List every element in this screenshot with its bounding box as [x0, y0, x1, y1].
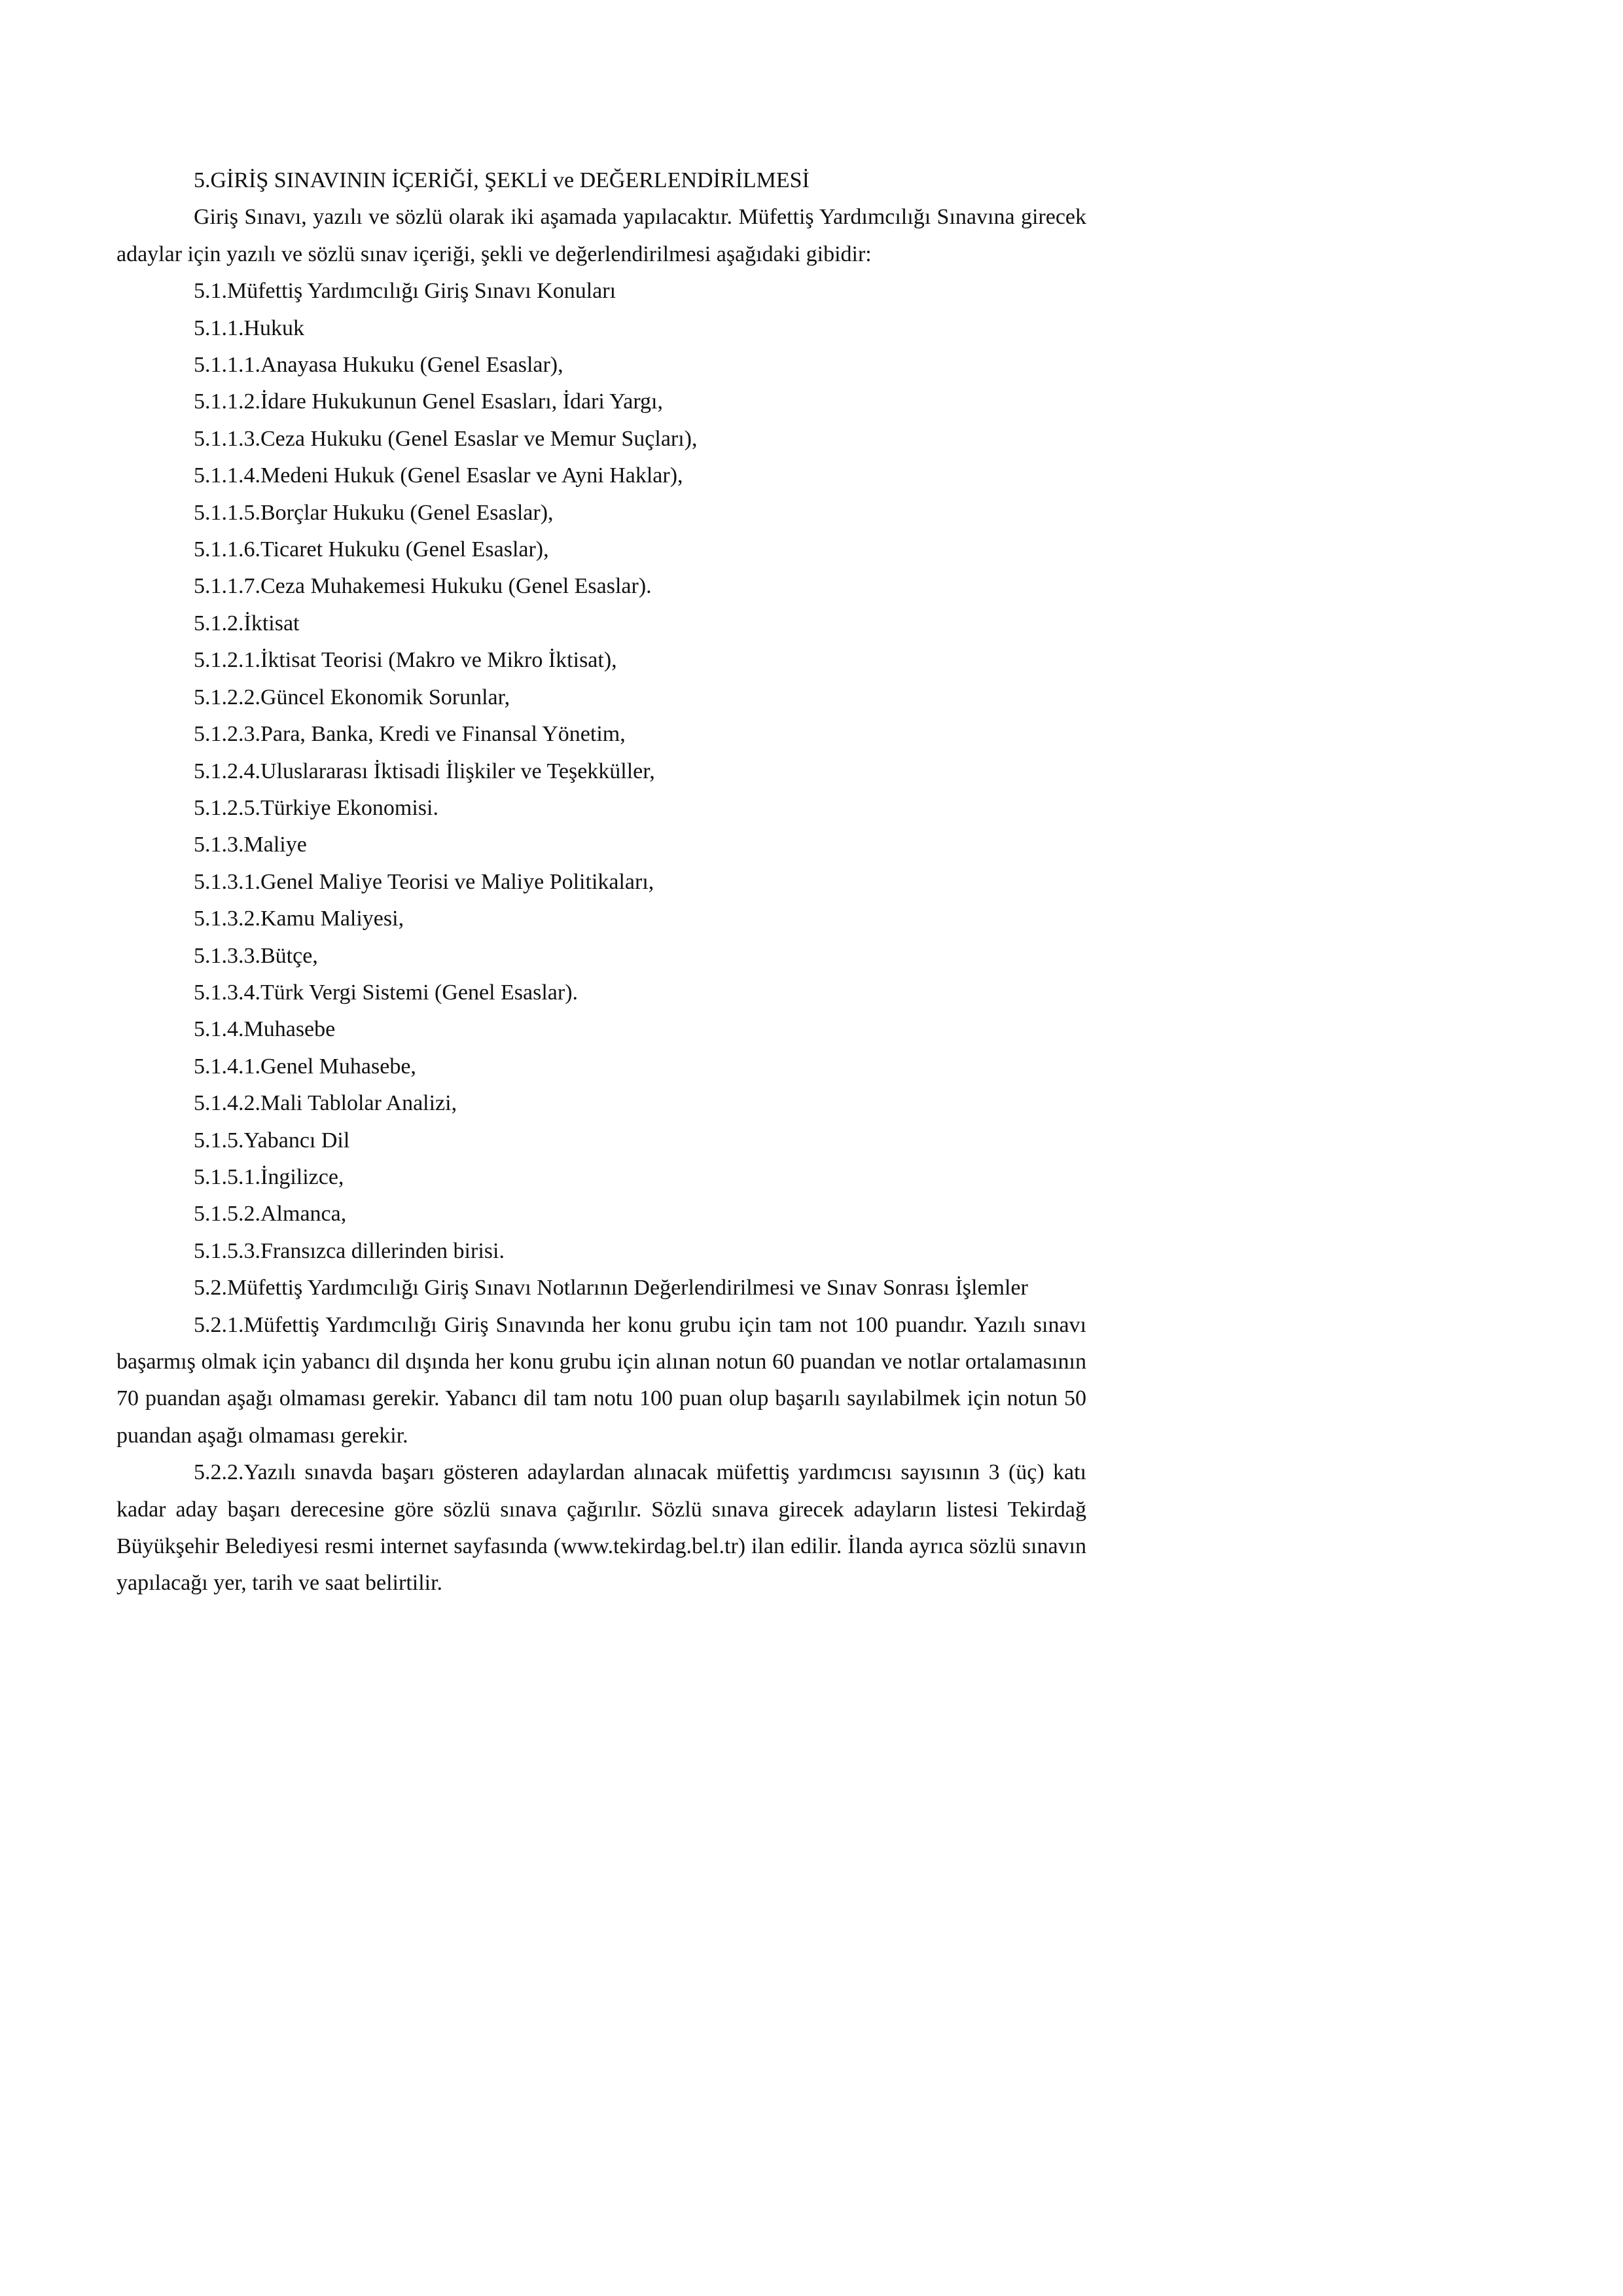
topic-line: 5.1.2.3.Para, Banka, Kredi ve Finansal Yönetim, — [194, 722, 626, 747]
topic-line: 5.1.1.1.Anayasa Hukuku (Genel Esaslar), — [194, 353, 563, 378]
topic-line: 5.1.2.5.Türkiye Ekonomisi. — [194, 795, 438, 820]
topic-line: 5.1.5.1.İngilizce, — [194, 1164, 344, 1189]
topic-line: 5.1.5.2.Almanca, — [194, 1202, 347, 1227]
topic-line: 5.1.2.4.Uluslararası İktisadi İlişkiler ve Teşekküller, — [194, 759, 655, 783]
topic-line: 5.1.3.4.Türk Vergi Sistemi (Genel Esaslar). — [194, 980, 579, 1005]
topic-line: 5.1.1.5.Borçlar Hukuku (Genel Esaslar), — [194, 500, 554, 525]
paragraph-5-2-1: 5.2.1.Müfettiş Yardımcılığı Giriş Sınavında her konu grubu için tam not 100 puandır. Yazılı sınavı başarmış olmak için yabancı dil dışında her konu grubu için alınan notun 60 puandan ve notlar ortalamasının 70 puandan aşağı olmaması gerekir. Yabancı dil tam notu 100 puan olup başarılı sayılabilmek için notun 50 puandan aşağı olmaması gerekir. — [116, 1312, 1086, 1448]
topic-line: 5.1.4.1.Genel Muhasebe, — [194, 1054, 416, 1079]
topic-line: 5.1.3.3.Bütçe, — [194, 943, 318, 968]
section-5-2-heading: 5.2.Müfettiş Yardımcılığı Giriş Sınavı Notlarının Değerlendirilmesi ve Sınav Sonrası İşlemler — [194, 1276, 1028, 1300]
topic-line: 5.1.1.4.Medeni Hukuk (Genel Esaslar ve Ayni Haklar), — [194, 463, 683, 488]
topic-line: 5.1.2.İktisat — [194, 611, 300, 636]
document-page — [116, 162, 1086, 1602]
topic-line: 5.1.1.Hukuk — [194, 315, 305, 340]
topic-line: 5.1.1.2.İdare Hukukunun Genel Esasları, İdari Yargı, — [194, 389, 664, 414]
topic-line: 5.1.Müfettiş Yardımcılığı Giriş Sınavı Konuları — [194, 279, 616, 304]
topic-line: 5.1.3.1.Genel Maliye Teorisi ve Maliye Politikaları, — [194, 869, 654, 894]
topic-line: 5.1.4.Muhasebe — [194, 1017, 336, 1042]
topic-line: 5.1.2.1.İktisat Teorisi (Makro ve Mikro İktisat), — [194, 648, 617, 673]
intro-paragraph: Giriş Sınavı, yazılı ve sözlü olarak iki aşamada yapılacaktır. Müfettiş Yardımcılığı Sınavına girecek adaylar için yazılı ve sözlü sınav içeriği, şekli ve değerlendirilmesi aşağıdaki gibidir: — [116, 205, 1086, 266]
topic-line: 5.1.1.6.Ticaret Hukuku (Genel Esaslar), — [194, 537, 549, 562]
paragraph-5-2-2: 5.2.2.Yazılı sınavda başarı gösteren adaylardan alınacak müfettiş yardımcısı sayısının 3 (üç) katı kadar aday başarı derecesine göre sözlü sınava çağırılır. Sözlü sınava girecek adayların listesi Tekirdağ Büyükşehir Belediyesi resmi internet sayfasında (www.tekirdag.bel.tr) ilan edilir. İlanda ayrıca sözlü sınavın yapılacağı yer, tarih ve saat belirtilir. — [116, 1460, 1086, 1596]
topic-line: 5.1.1.3.Ceza Hukuku (Genel Esaslar ve Memur Suçları), — [194, 426, 698, 451]
topic-line: 5.1.3.Maliye — [194, 833, 307, 857]
topic-line: 5.1.3.2.Kamu Maliyesi, — [194, 906, 404, 931]
topic-line: 5.1.5.Yabancı Dil — [194, 1128, 350, 1153]
topic-line: 5.1.5.3.Fransızca dillerinden birisi. — [194, 1238, 505, 1263]
topic-line: 5.1.2.2.Güncel Ekonomik Sorunlar, — [194, 685, 510, 709]
section-heading: 5.GİRİŞ SINAVININ İÇERİĞİ, ŞEKLİ ve DEĞERLENDİRİLMESİ — [194, 168, 810, 192]
topic-line: 5.1.4.2.Mali Tablolar Analizi, — [194, 1091, 457, 1116]
topic-line: 5.1.1.7.Ceza Muhakemesi Hukuku (Genel Esaslar). — [194, 574, 652, 599]
